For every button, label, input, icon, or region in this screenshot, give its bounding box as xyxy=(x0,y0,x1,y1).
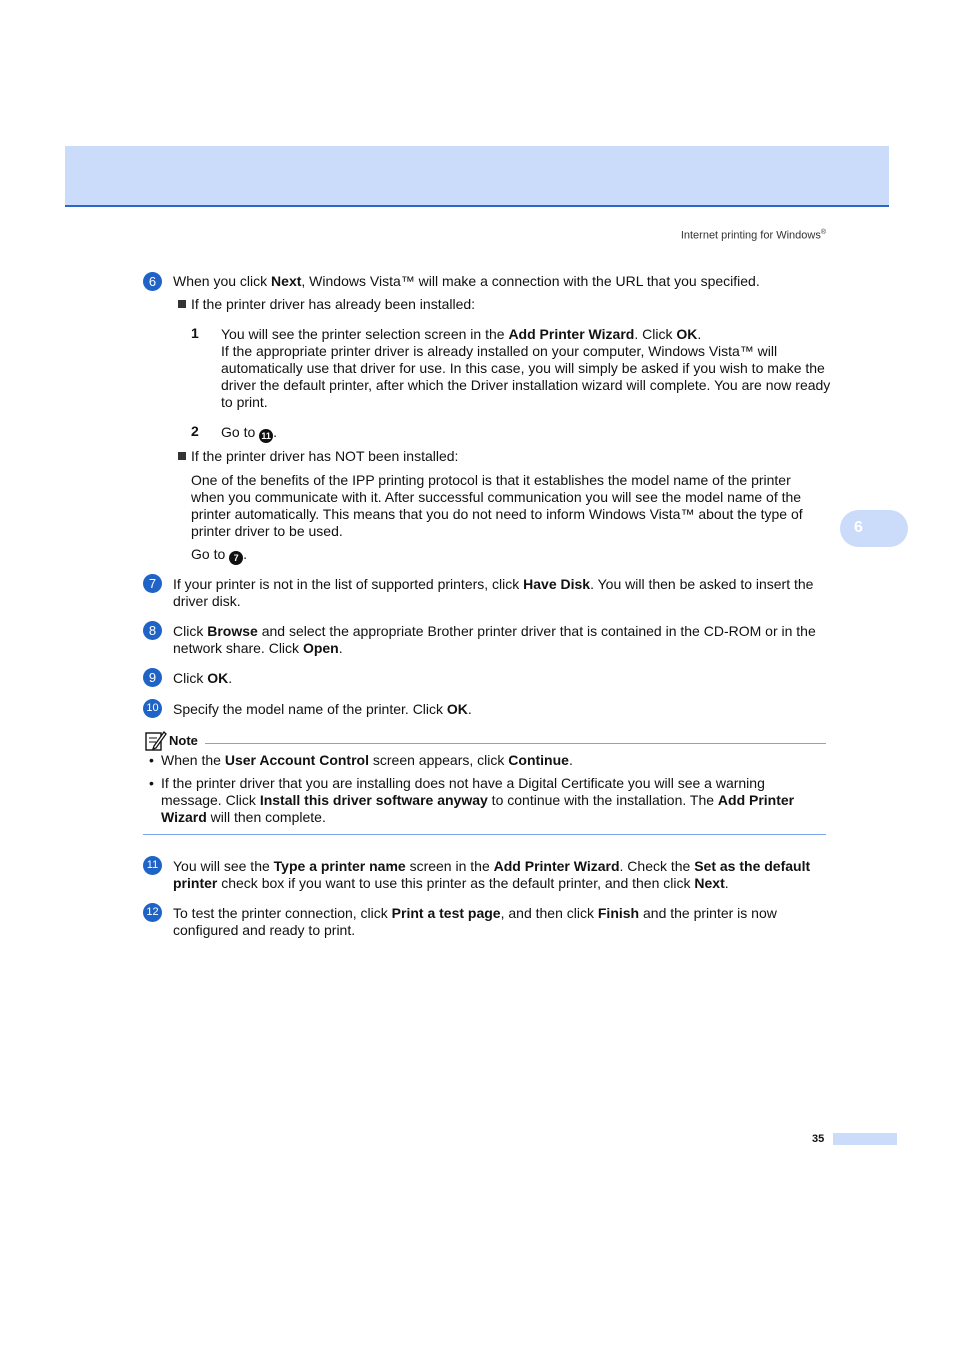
step-ref-icon: 11 xyxy=(259,429,273,443)
page-number: 35 xyxy=(812,1133,825,1145)
running-title: Internet printing for Windows® xyxy=(680,229,826,242)
step-badge: 10 xyxy=(143,699,162,718)
substep-1: 1 You will see the printer selection screen in the Add Printer Wizard. Click OK. If the appropriate printer driver is already installed on your computer, Windows Vista™ will automatically use that driver for use. In this case, you will simply be asked if you wish to make the driver the default printer, after which the Driver installation wizard will complete. You are now ready to print. xyxy=(191,325,831,410)
step-7: 7 If your printer is not in the list of supported printers, click Have Disk. You will then be asked to insert the driver disk. xyxy=(143,574,826,610)
step-8: 8 Click Browse and select the appropriate Brother printer driver that is contained in the CD-ROM or in the network share. Click Open. xyxy=(143,621,826,657)
bullet-not-installed: If the printer driver has NOT been installed: xyxy=(178,448,818,465)
step-badge: 12 xyxy=(143,903,162,922)
goto-step-7: Go to 7 . xyxy=(191,546,248,563)
note-divider-bottom xyxy=(143,834,826,835)
step-badge: 11 xyxy=(143,856,162,875)
ipp-paragraph: One of the benefits of the IPP printing protocol is that it establishes the model name of the printer when you communicate with it. After successful communication you will see the model name of the printer automatically. This means that you do not need to inform Windows Vista™ about the type of printer driver to be used. xyxy=(191,472,803,539)
substep-2: 2 Go to 11 . xyxy=(191,423,278,441)
step-badge: 6 xyxy=(143,272,162,291)
bullet-installed: If the printer driver has already been installed: xyxy=(178,296,818,313)
note-title: Note xyxy=(169,733,198,748)
chapter-tab: 6 xyxy=(840,510,908,547)
square-bullet-icon xyxy=(178,452,186,460)
step-9: 9 Click OK. xyxy=(143,668,826,687)
note-divider-top xyxy=(205,743,826,744)
step-ref-icon: 7 xyxy=(229,551,243,565)
note-item-2: • If the printer driver that you are installing does not have a Digital Certificate you will see a warning message. Click Install this driver software anyway to continue with the installation. The Add Printer Wizard will then complete. xyxy=(149,775,795,825)
step-6: 6 When you click Next, Windows Vista™ will make a connection with the URL that you specified. xyxy=(143,272,826,290)
step-badge: 7 xyxy=(143,574,162,593)
step-badge: 9 xyxy=(143,668,162,687)
step-11: 11 You will see the Type a printer name screen in the Add Printer Wizard. Check the Set as the default printer check box if you want to use this printer as the default printer, and then click Next. xyxy=(143,856,826,892)
step-badge: 8 xyxy=(143,621,162,640)
header-band xyxy=(65,146,889,207)
step-10: 10 Specify the model name of the printer. Click OK. xyxy=(143,699,826,718)
footer-bar xyxy=(833,1133,897,1145)
step-12: 12 To test the printer connection, click Print a test page, and then click Finish and the printer is now configured and ready to print. xyxy=(143,903,826,939)
square-bullet-icon xyxy=(178,300,186,308)
note-item-1: • When the User Account Control screen appears, click Continue. xyxy=(149,752,573,768)
